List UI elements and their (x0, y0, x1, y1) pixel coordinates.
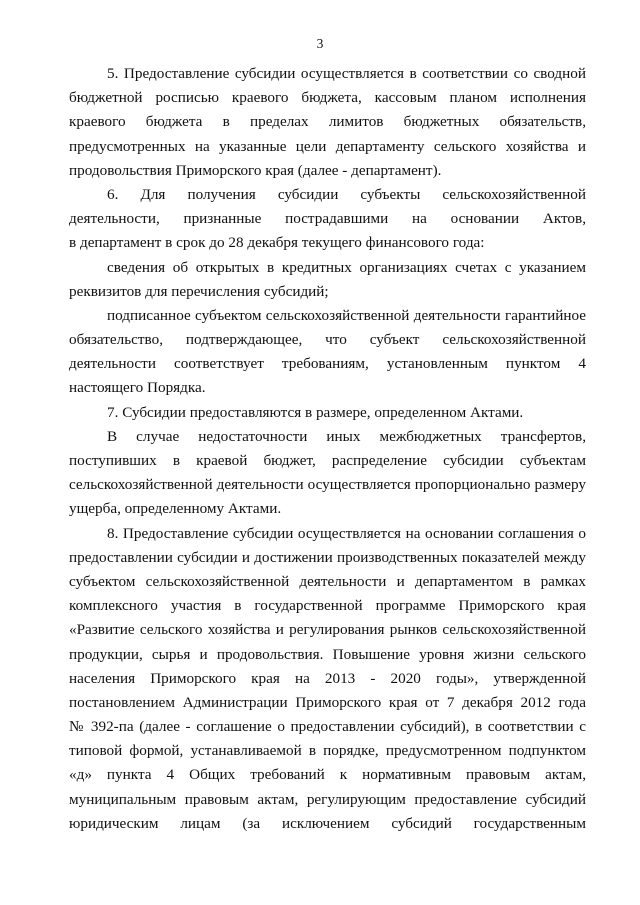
text-line: постановлением Администрации Приморского края от 7 декабря 2012 года (69, 693, 586, 711)
text-line: сельскохозяйственной деятельности осуществляется пропорционально размеру (69, 476, 586, 494)
text-line: деятельности соответствует требованиям, установленным пунктом 4 (69, 355, 586, 373)
text-line: ущерба, определенному Актами. (69, 500, 282, 518)
paragraph-8 (69, 522, 586, 836)
text-line: бюджетной росписью краевого бюджета, кассовым планом исполнения (69, 89, 586, 107)
text-line: типовой формой, устанавливаемой в порядке, предусмотренном подпунктом (69, 742, 586, 760)
paragraph-insufficient-transfers (69, 425, 586, 522)
text-line: в департамент в срок до 28 декабря текущего финансового года: (69, 234, 485, 252)
text-line: обязательство, подтверждающее, что субъект сельскохозяйственной (69, 331, 586, 349)
text-line: муниципальным правовым актам, регулирующим предоставление субсидий (69, 790, 586, 808)
paragraph-guarantee (69, 304, 586, 401)
paragraph-6 (69, 183, 586, 256)
document-body (69, 62, 586, 836)
paragraph-5 (69, 62, 586, 183)
text-line: продовольствия Приморского края (далее - департамент). (69, 161, 442, 179)
text-line: продукции, сырья и продовольствия. Повышение уровня жизни сельского (69, 645, 586, 663)
text-line: юридическим лицам (за исключением субсидий государственным (69, 814, 586, 832)
text-line: комплексного участия в государственной программе Приморского края (69, 597, 586, 615)
text-line: № 392-па (далее - соглашение о предоставлении субсидий), в соответствии с (69, 718, 586, 736)
text-line: субъектом сельскохозяйственной деятельности и департаментом в рамках (69, 572, 586, 590)
text-line: подписанное субъектом сельскохозяйственной деятельности гарантийное (107, 306, 586, 324)
text-line: сведения об открытых в кредитных организациях счетах с указанием (107, 258, 586, 276)
text-line: предусмотренных на указанные цели департаменту сельского хозяйства и (69, 137, 586, 155)
paragraph-7 (69, 401, 586, 425)
text-line: В случае недостаточности иных межбюджетных трансфертов, (107, 427, 586, 445)
text-line: «Развитие сельского хозяйства и регулирования рынков сельскохозяйственной (69, 621, 586, 639)
text-line: предоставлении субсидии и достижении производственных показателей между (69, 548, 586, 566)
text-line: поступивших в краевой бюджет, распределение субсидии субъектам (69, 452, 586, 469)
text-line: 6. Для получения субсидии субъекты сельскохозяйственной (107, 185, 586, 203)
page-number: 3 (316, 36, 324, 51)
text-line: деятельности, признанные пострадавшими на основании Актов, (69, 210, 586, 228)
text-line: 8. Предоставление субсидии осуществляется на основании соглашения о (107, 524, 586, 542)
text-line: «д» пункта 4 Общих требований к нормативным правовым актам, (69, 766, 586, 784)
text-line: населения Приморского края на 2013 - 2020 годы», утвержденной (69, 669, 586, 687)
text-line: 5. Предоставление субсидии осуществляется в соответствии со сводной (107, 65, 586, 82)
text-line: настоящего Порядка. (69, 379, 206, 397)
text-line: 7. Субсидии предоставляются в размере, определенном Актами. (107, 403, 524, 421)
text-line: реквизитов для перечисления субсидий; (69, 282, 329, 300)
paragraph-account-info (69, 256, 586, 304)
text-line: краевого бюджета в пределах лимитов бюджетных обязательств, (69, 113, 586, 131)
